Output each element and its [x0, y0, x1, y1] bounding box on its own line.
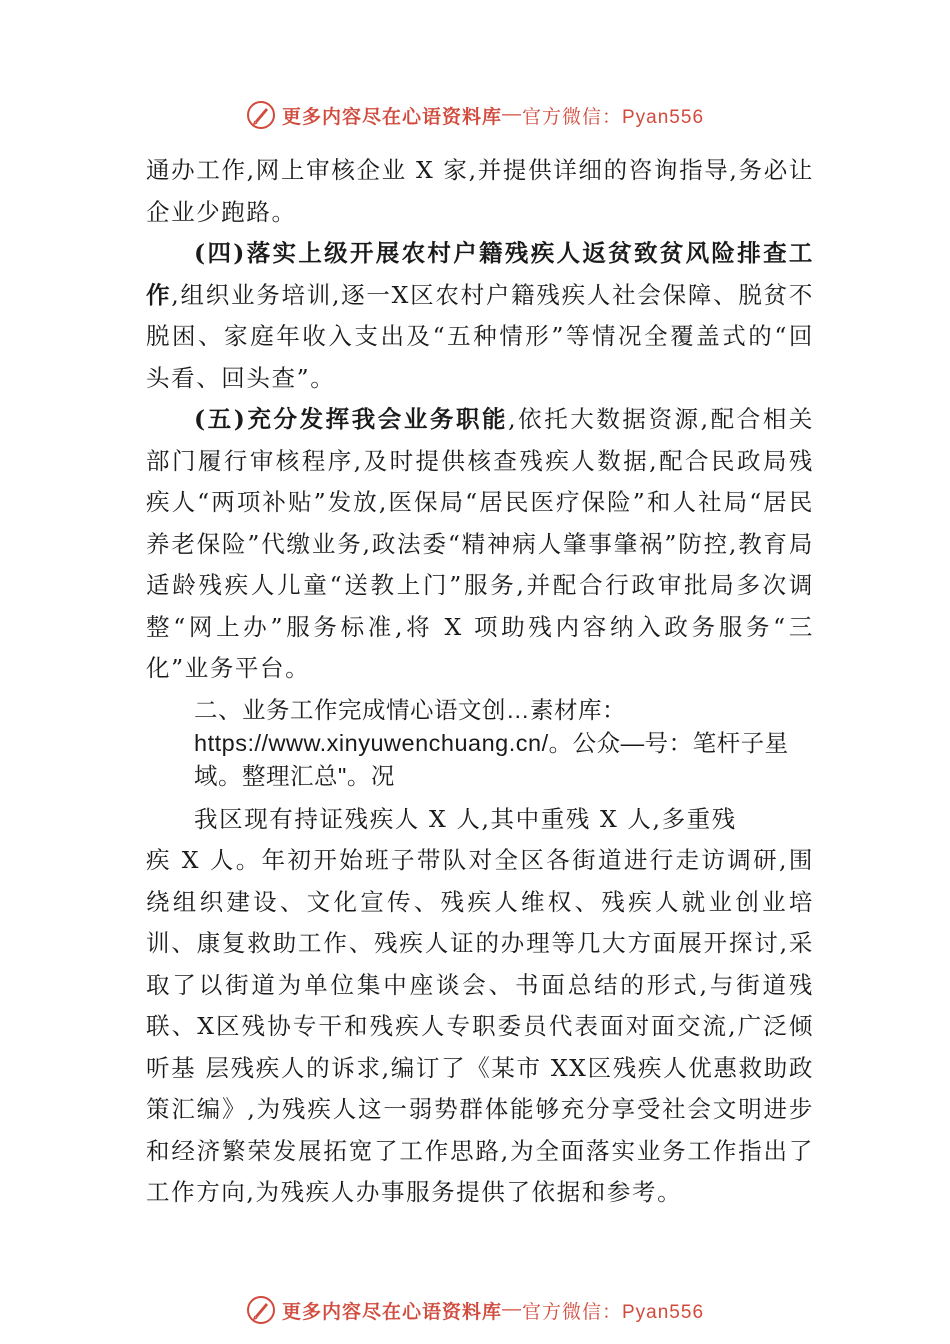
document-body — [146, 150, 814, 1214]
paragraph-item-4 — [146, 233, 814, 399]
feather-pen-icon — [246, 100, 276, 130]
feather-pen-icon — [246, 1295, 276, 1325]
paragraph-first-line: 我区现有持证残疾人 X 人,其中重残 X 人,多重残 — [194, 804, 737, 833]
paragraph-item-5 — [146, 399, 814, 690]
watermark-wechat-text: 官方微信：Pyan556 — [522, 106, 705, 128]
header-watermark — [0, 95, 950, 135]
item-5-body: ,依托大数据资源,配合相关部门履行审核程序,及时提供核查残疾人数据,配合民政局残疾人“两项补贴”发放,医保局“居民医疗保险”和人社局“居民养老保险”代缴业务,政法委“精神病人肇事肇祸”防控,教育局适龄残疾人儿童“送教上门”服务,并配合行政审批局多次调整“网上办”服务标准,将 X 项助残内容纳入政务服务“三化”业务平台。 — [146, 405, 814, 682]
item-4-lead: (四)落实上级开展农村户籍残疾人返贫致贫风险排查工作 — [146, 239, 814, 309]
watermark-dash: — — [502, 104, 522, 125]
watermark-wechat-text: 官方微信：Pyan556 — [522, 1301, 705, 1323]
item-5-lead: (五)充分发挥我会业务职能 — [194, 405, 509, 433]
section-heading: 二、业务工作完成情心语文创…素材库：https://www.xinyuwenchuang.cn/。公众—号：笔杆子星域。整理汇总"。况 — [194, 696, 789, 789]
paragraph-body: 疾 X 人。年初开始班子带队对全区各街道进行走访调研,围绕组织建设、文化宣传、残疾人维权、残疾人就业创业培训、康复救助工作、残疾人证的办理等几大方面展开探讨,采取了以街道为单位集中座谈会、书面总结的形式,与街道残联、X区残协专干和残疾人专职委员代表面对面交流,广泛倾听基 层残疾人的诉求,编订了《某市 XX区残疾人优惠救助政策汇编》,为残疾人这一弱势群体能够充分享受社会文明进步和经济繁荣发展拓宽了工作思路,为全面落实业务工作指出了工作方向,为残疾人办事服务提供了依据和参考。 — [146, 846, 814, 1206]
watermark-main-text: 更多内容尽在心语资料库 — [281, 1301, 502, 1323]
watermark-main-text: 更多内容尽在心语资料库 — [281, 106, 502, 128]
paragraph-continuation: 通办工作,网上审核企业 X 家,并提供详细的咨询指导,务必让企业少跑路。 — [146, 156, 814, 226]
item-4-body: ,组织业务培训,逐一X区农村户籍残疾人社会保障、脱贫不脱困、家庭年收入支出及“五种情形”等情况全覆盖式的“回头看、回头查”。 — [146, 280, 814, 392]
watermark-dash: — — [502, 1299, 522, 1320]
footer-watermark — [0, 1290, 950, 1330]
